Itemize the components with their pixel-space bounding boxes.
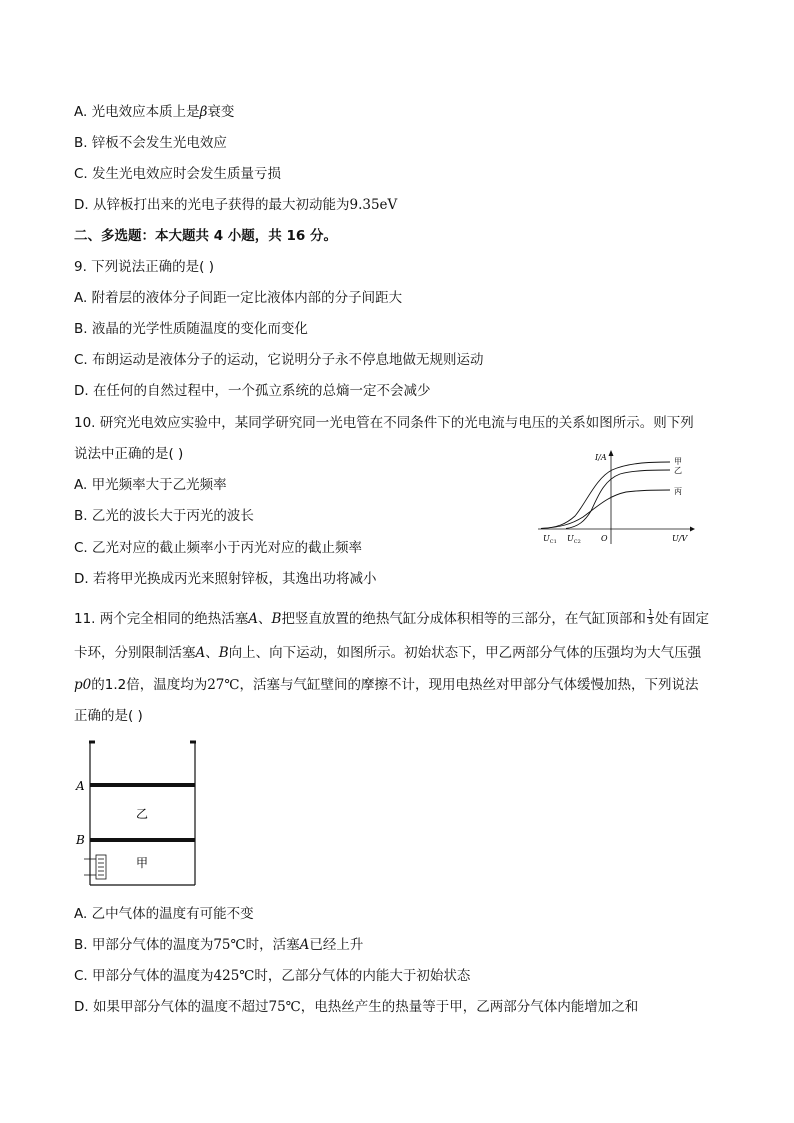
- q11-stem-line4: 正确的是( ): [74, 708, 143, 724]
- x-axis-arrow: [690, 527, 695, 532]
- curve-yi-label: 乙: [674, 466, 682, 475]
- piston-a-symbol: A: [299, 937, 310, 953]
- q11-text: 、: [258, 611, 272, 627]
- q10-stem-line2: 说法中正确的是( ): [74, 446, 184, 462]
- q11-text: 、: [205, 645, 219, 661]
- q11-text: 卡环，分别限制活塞: [74, 645, 196, 661]
- piston-a-symbol: A: [195, 645, 206, 661]
- q10-option-b: B. 乙光的波长大于丙光的波长: [74, 508, 254, 524]
- q8-energy-value: 9.35eV: [349, 197, 398, 213]
- cylinder-diagram: [74, 738, 204, 888]
- curve-jia: [541, 462, 670, 529]
- q11-option-b-text: 时，活塞: [245, 937, 300, 953]
- label-jia: 甲: [136, 856, 149, 870]
- q11-stem-line1: [74, 607, 710, 628]
- q9-option-d: D. 在任何的自然过程中，一个孤立系统的总熵一定不会减少: [74, 383, 431, 399]
- temperature-425: 425℃: [213, 968, 255, 984]
- q11-option-d-text: ，电热丝产生的热量等于甲，乙两部分气体内能增加之和: [300, 999, 639, 1015]
- q11-text: 的1.2倍，温度均为: [91, 677, 208, 693]
- q8-option-a-tail: 衰变: [207, 104, 235, 120]
- q8-option-b: B. 锌板不会发生光电效应: [74, 135, 227, 151]
- q11-option-c-text: C. 甲部分气体的温度为: [74, 968, 214, 984]
- temperature-75: 75℃: [268, 999, 301, 1015]
- beta-symbol: β: [199, 104, 208, 120]
- q10-stem-line1: 10. 研究光电效应实验中，某同学研究同一光电管在不同条件下的光电流与电压的关系如图所示。则下列: [74, 415, 694, 431]
- curve-bing-label: 丙: [674, 487, 682, 496]
- q9-stem: 9. 下列说法正确的是( ): [74, 259, 214, 275]
- q9-option-b: B. 液晶的光学性质随温度的变化而变化: [74, 321, 308, 337]
- piston-b: [90, 838, 195, 842]
- q11-text: 把竖直放置的绝热气缸分成体积相等的三部分，在气缸顶部和: [281, 611, 646, 627]
- curve-yi: [566, 470, 670, 529]
- q9-option-c: C. 布朗运动是液体分子的运动，它说明分子永不停息地做无规则运动: [74, 352, 484, 368]
- label-b: B: [76, 833, 85, 847]
- q8-option-d-text: D. 从锌板打出来的光电子获得的最大初动能为: [74, 197, 350, 213]
- x-axis-label: U/V: [672, 534, 688, 543]
- atmospheric-pressure-symbol: p0: [74, 677, 92, 693]
- q11-option-d: [74, 998, 638, 1016]
- uc1-label: $U_{C1}$: [543, 534, 557, 545]
- q10-option-d: D. 若将甲光换成丙光来照射锌板，其逸出功将减小: [74, 571, 377, 587]
- origin-label: O: [601, 534, 608, 543]
- q8-option-a: [74, 103, 234, 121]
- y-axis-label: I/A: [595, 453, 607, 462]
- section-multiple-choice-header: 二、多选题：本大题共 4 小题，共 16 分。: [74, 228, 337, 244]
- initial-temperature: 27℃: [207, 677, 240, 693]
- label-yi: 乙: [136, 807, 149, 821]
- temperature-75: 75℃: [213, 937, 246, 953]
- q11-option-a: A. 乙中气体的温度有可能不变: [74, 906, 254, 922]
- q11-text: 向上、向下运动，如图所示。初始状态下，甲乙两部分气体的压强均为大气压强: [228, 645, 702, 661]
- q8-option-c: C. 发生光电效应时会发生质量亏损: [74, 166, 282, 182]
- uc2-label: $U_{C2}$: [567, 534, 581, 545]
- q11-option-b-text: B. 甲部分气体的温度为: [74, 937, 214, 953]
- curve-jia-label: 甲: [674, 457, 682, 466]
- piston-a-symbol: A: [248, 611, 259, 627]
- photocurrent-voltage-graph: [538, 448, 698, 548]
- q11-text: 处有固定: [655, 611, 710, 627]
- q10-option-a: A. 甲光频率大于乙光频率: [74, 477, 227, 493]
- q11-option-c-text: 时，乙部分气体的内能大于初始状态: [254, 968, 471, 984]
- q11-stem-line2: [74, 644, 701, 662]
- q11-text: 11. 两个完全相同的绝热活塞: [74, 611, 249, 627]
- q11-text: ，活塞与气缸壁间的摩擦不计，现用电热丝对甲部分气体缓慢加热，下列说法: [239, 677, 699, 693]
- q8-option-a-text: A. 光电效应本质上是: [74, 104, 200, 120]
- q9-option-a: A. 附着层的液体分子间距一定比液体内部的分子间距大: [74, 290, 403, 306]
- q11-option-c: [74, 967, 470, 985]
- piston-b-symbol: B: [271, 611, 282, 627]
- q11-option-b-text: 已经上升: [309, 937, 364, 953]
- q8-option-d: [74, 196, 397, 214]
- q11-stem-line3: [74, 676, 699, 694]
- piston-b-symbol: B: [218, 645, 229, 661]
- piston-a: [90, 783, 195, 787]
- q11-option-d-text: D. 如果甲部分气体的温度不超过: [74, 999, 269, 1015]
- one-third-fraction: $\frac{1}{3}$: [647, 607, 654, 626]
- q11-option-b: [74, 936, 363, 954]
- q10-option-c: C. 乙光对应的截止频率小于丙光对应的截止频率: [74, 540, 363, 556]
- curve-bing: [541, 490, 670, 529]
- y-axis-arrow: [609, 450, 614, 456]
- label-a: A: [76, 779, 85, 793]
